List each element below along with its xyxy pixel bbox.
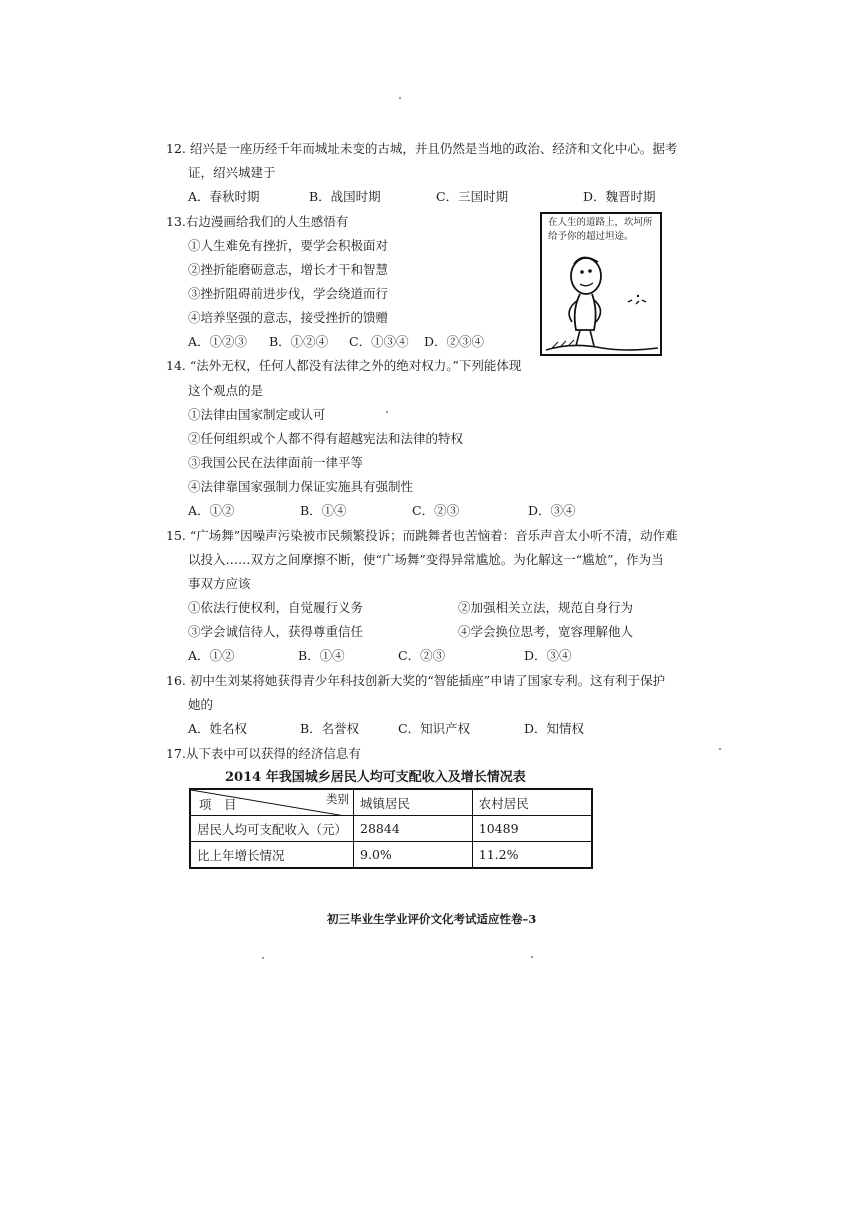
header-category-label: 类别 bbox=[326, 792, 350, 806]
q15-stem-line1: 15. “广场舞”因噪声污染被市民频繁投诉；而跳舞者也苦恼着：音乐声音太小听不清，动作难 bbox=[166, 528, 678, 543]
q16-option-a: A．姓名权 bbox=[188, 721, 248, 736]
q13-option-b: B．①②④ bbox=[269, 334, 329, 349]
q15-option-b: B．①④ bbox=[298, 648, 345, 663]
q12-option-d: D．魏晋时期 bbox=[583, 189, 656, 204]
cartoon-caption: 在人生的道路上，坎坷所给予你的超过坦途。 bbox=[548, 217, 653, 242]
table-title: 2014 年我国城乡居民人均可支配收入及增长情况表 bbox=[225, 770, 526, 785]
q15-item-2: ②加强相关立法，规范自身行为 bbox=[458, 600, 634, 615]
cell-rural: 10489 bbox=[472, 816, 592, 842]
q14-item-4: ④法律靠国家强制力保证实施具有强制性 bbox=[188, 479, 414, 494]
scan-speck bbox=[719, 748, 721, 750]
q12-option-a: A．春秋时期 bbox=[188, 189, 260, 204]
page-footer: 初三毕业生学业评价文化考试适应性卷–3 bbox=[327, 912, 537, 926]
q17-stem: 17.从下表中可以获得的经济信息有 bbox=[166, 746, 361, 761]
q12-option-c: C．三国时期 bbox=[436, 189, 509, 204]
cell-urban: 28844 bbox=[354, 816, 473, 842]
scan-speck bbox=[386, 411, 388, 413]
q13-option-a: A．①②③ bbox=[188, 334, 248, 349]
scan-speck bbox=[399, 97, 401, 99]
q14-item-1: ①法律由国家制定或认可 bbox=[188, 407, 326, 422]
table-row bbox=[190, 816, 592, 842]
q13-option-d: D．②③④ bbox=[424, 334, 485, 349]
q15-option-c: C．②③ bbox=[398, 648, 446, 663]
q16-option-c: C．知识产权 bbox=[398, 721, 471, 736]
header-urban: 城镇居民 bbox=[354, 789, 473, 816]
q15-option-d: D．③④ bbox=[524, 648, 572, 663]
q13-option-c: C．①③④ bbox=[349, 334, 409, 349]
q13-item-2: ②挫折能磨砺意志，增长才干和智慧 bbox=[188, 262, 389, 277]
q16-stem-line2: 她的 bbox=[188, 697, 214, 712]
q12-stem-line1: 12. 绍兴是一座历经千年而城址未变的古城，并且仍然是当地的政治、经济和文化中心。据考 bbox=[166, 141, 678, 156]
q13-item-3: ③挫折阻碍前进步伐，学会绕道而行 bbox=[188, 286, 389, 301]
q16-option-d: D．知情权 bbox=[524, 721, 585, 736]
q16-option-b: B．名誉权 bbox=[300, 721, 360, 736]
q13-stem: 13.右边漫画给我们的人生感悟有 bbox=[166, 214, 349, 229]
income-table bbox=[189, 788, 593, 869]
q14-item-2: ②任何组织或个人都不得有超越宪法和法律的特权 bbox=[188, 431, 464, 446]
q14-item-3: ③我国公民在法律面前一律平等 bbox=[188, 455, 364, 470]
q13-cartoon bbox=[540, 212, 662, 356]
q15-option-a: A．①② bbox=[188, 648, 235, 663]
cell-rural: 11.2% bbox=[472, 842, 592, 869]
q16-stem-line1: 16. 初中生刘某将她获得青少年科技创新大奖的“智能插座”申请了国家专利。这有利于保护 bbox=[166, 673, 666, 688]
row-label: 比上年增长情况 bbox=[190, 842, 354, 869]
table-corner-cell bbox=[190, 789, 354, 816]
scan-speck bbox=[531, 956, 533, 958]
q14-option-b: B．①④ bbox=[300, 503, 347, 518]
cell-urban: 9.0% bbox=[354, 842, 473, 869]
q15-stem-line2: 以投入……双方之间摩擦不断，使“广场舞”变得异常尴尬。为化解这一“尴尬”，作为当 bbox=[188, 552, 664, 567]
q14-stem-line1: 14. “法外无权，任何人都没有法律之外的绝对权力。”下列能体现 bbox=[166, 358, 522, 373]
table-row bbox=[190, 842, 592, 869]
q15-item-3: ③学会诚信待人，获得尊重信任 bbox=[188, 624, 364, 639]
q12-option-b: B．战国时期 bbox=[309, 189, 381, 204]
q14-option-d: D．③④ bbox=[528, 503, 576, 518]
q14-option-a: A．①② bbox=[188, 503, 235, 518]
scan-speck bbox=[262, 957, 264, 959]
q13-item-4: ④培养坚强的意志，接受挫折的馈赠 bbox=[188, 310, 389, 325]
q13-item-1: ①人生难免有挫折，要学会积极面对 bbox=[188, 238, 389, 253]
q15-item-1: ①依法行使权利，自觉履行义务 bbox=[188, 600, 364, 615]
header-rural: 农村居民 bbox=[472, 789, 592, 816]
q15-item-4: ④学会换位思考，宽容理解他人 bbox=[458, 624, 634, 639]
q14-option-c: C．②③ bbox=[412, 503, 460, 518]
q14-stem-line2: 这个观点的是 bbox=[188, 383, 264, 398]
q12-stem-line2: 证，绍兴城建于 bbox=[188, 165, 276, 180]
table-header-row bbox=[190, 789, 592, 816]
row-label: 居民人均可支配收入（元） bbox=[190, 816, 354, 842]
q15-stem-line3: 事双方应该 bbox=[188, 576, 251, 591]
header-item-label: 项 目 bbox=[199, 797, 237, 812]
